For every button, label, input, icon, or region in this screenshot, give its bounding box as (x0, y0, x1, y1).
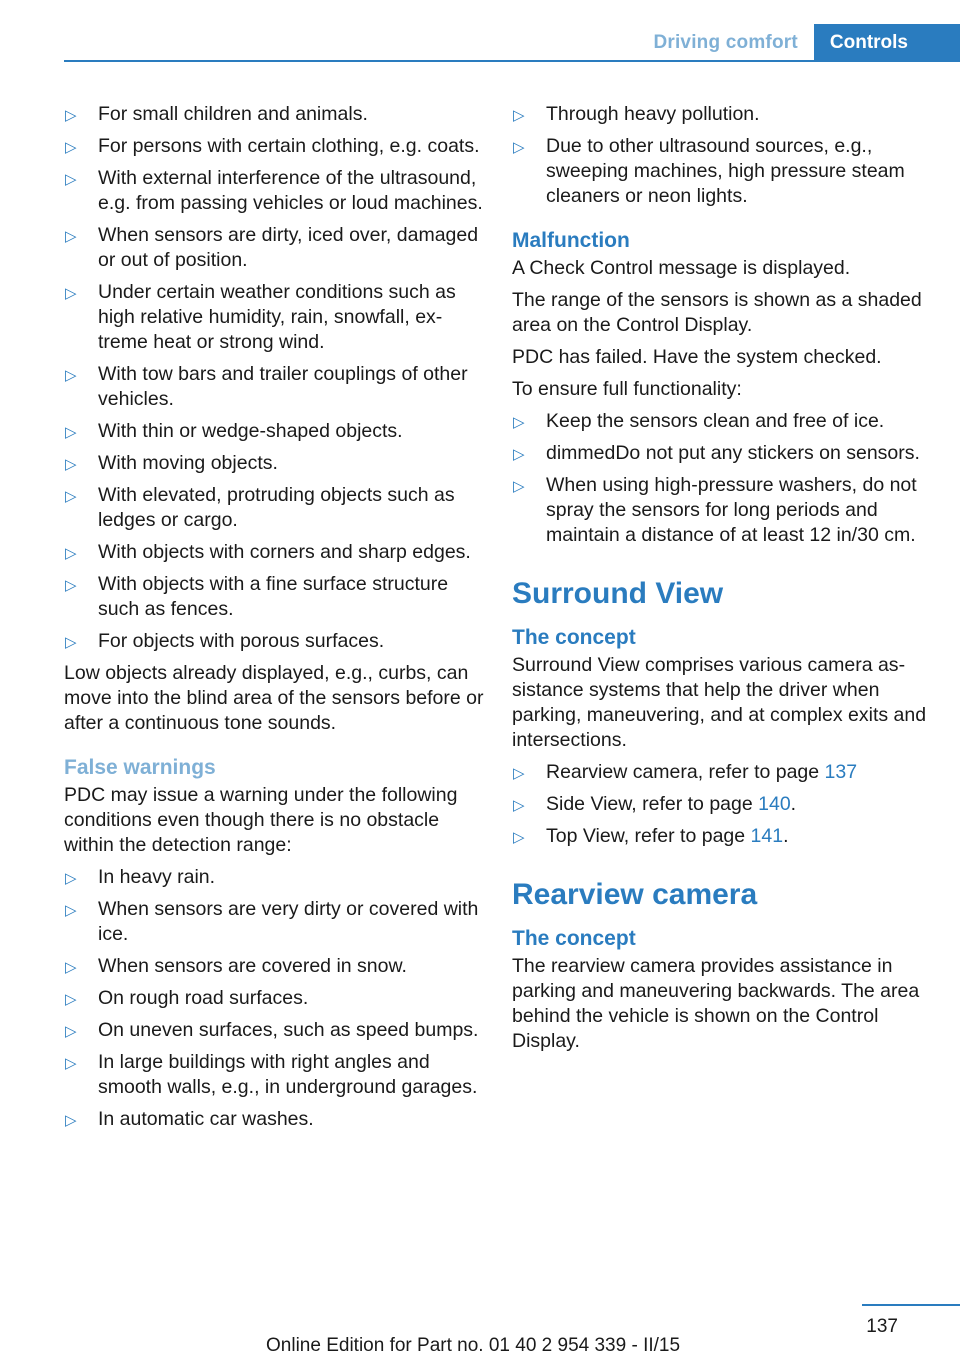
edition-footer: Online Edition for Part no. 01 40 2 954 339 - II/15 (266, 1335, 681, 1356)
sensor-limitations-list (64, 102, 484, 654)
list-item: ▷ When using high-pressure washers, do not spray the sensors for long periods and maintain a distance of at least 12 in/30 cm. (513, 474, 917, 546)
body-paragraph: The rearview camera provides assistance in parking and maneuvering backwards. The area behind the vehicle is shown on the Control Display. (512, 955, 920, 1052)
page-link-rearview[interactable]: 137 (824, 761, 858, 783)
body-paragraph: To ensure full functionality: (512, 378, 742, 400)
triangle-bullet-icon: ▷ (65, 959, 77, 976)
triangle-bullet-icon: ▷ (65, 107, 77, 124)
footer-rule (862, 1304, 960, 1306)
list-item: ▷ On rough road surfaces. (64, 986, 484, 1011)
list-item: ▷ For persons with certain clothing, e.g. coats. (64, 134, 484, 159)
false-warnings-list (64, 865, 484, 1132)
list-item: ▷ On uneven surfaces, such as speed bumps. (64, 1018, 484, 1043)
list-item: ▷ Side View, refer to page 140. (512, 792, 932, 817)
list-item: ▷ With thin or wedge-shaped objects. (64, 419, 484, 444)
triangle-bullet-icon: ▷ (513, 765, 525, 782)
list-item: ▷ With objects with corners and sharp edges. (64, 540, 484, 565)
chapter-heading-rearview-camera: Rearview camera (512, 878, 758, 911)
body-paragraph: PDC has failed. Have the system checked. (512, 346, 882, 368)
section-heading-concept: The concept (512, 927, 636, 950)
triangle-bullet-icon: ▷ (513, 829, 525, 846)
left-column (64, 102, 484, 1139)
list-item: ▷ When sensors are very dirty or covered with ice. (65, 898, 479, 945)
list-item: ▷ In large buildings with right angles and smooth walls, e.g., in underground garages. (65, 1051, 478, 1098)
list-item: ▷ When sensors are dirty, iced over, damaged or out of position. (65, 224, 479, 271)
list-item: ▷ With tow bars and trailer couplings of other vehicles. (65, 363, 468, 410)
list-item: ▷ Through heavy pollution. (512, 102, 932, 127)
section-heading-malfunction: Malfunction (512, 229, 630, 252)
triangle-bullet-icon: ▷ (65, 488, 77, 505)
page-link-top-view[interactable]: 141 (750, 825, 784, 847)
list-item: ▷ For objects with porous surfaces. (64, 629, 484, 654)
list-item: ▷ With moving objects. (64, 451, 484, 476)
triangle-bullet-icon: ▷ (65, 171, 77, 188)
list-item: ▷ With external interference of the ultrasound, e.g. from passing vehicles or loud machines. (65, 167, 483, 214)
triangle-bullet-icon: ▷ (65, 902, 77, 919)
triangle-bullet-icon: ▷ (65, 1112, 77, 1129)
section-heading-concept: The concept (512, 626, 636, 649)
triangle-bullet-icon: ▷ (65, 1023, 77, 1040)
list-item: ▷ Keep the sensors clean and free of ice. (512, 409, 932, 434)
surround-view-list (512, 760, 932, 849)
triangle-bullet-icon: ▷ (65, 424, 77, 441)
triangle-bullet-icon: ▷ (513, 139, 525, 156)
triangle-bullet-icon: ▷ (513, 478, 525, 495)
triangle-bullet-icon: ▷ (513, 446, 525, 463)
triangle-bullet-icon: ▷ (65, 577, 77, 594)
triangle-bullet-icon: ▷ (65, 870, 77, 887)
sensor-limitations-list-continued (512, 102, 932, 209)
page-number: 137 (866, 1316, 898, 1337)
list-item: ▷ Top View, refer to page 141. (512, 824, 932, 849)
header-section-title: Driving comfort (653, 32, 798, 53)
triangle-bullet-icon: ▷ (513, 414, 525, 431)
list-item: ▷ Under certain weather conditions such as high relative humidity, rain, snowfall, extreme heat or strong wind. (65, 281, 456, 353)
body-paragraph: The range of the sensors is shown as a shaded area on the Control Display. (512, 289, 922, 336)
list-item: ▷ Rearview camera, refer to page 137 (512, 760, 932, 785)
page-link-side-view[interactable]: 140 (758, 793, 791, 815)
list-item: ▷ In heavy rain. (64, 865, 484, 890)
list-item: ▷ When sensors are covered in snow. (64, 954, 484, 979)
chapter-heading-surround-view: Surround View (512, 577, 724, 610)
section-heading-false-warnings: False warnings (64, 756, 216, 779)
triangle-bullet-icon: ▷ (65, 367, 77, 384)
body-paragraph: A Check Control message is displayed. (512, 257, 851, 279)
functionality-list (512, 409, 932, 548)
list-item: ▷ With objects with a fine surface structure such as fences. (65, 573, 449, 620)
triangle-bullet-icon: ▷ (65, 139, 77, 156)
header-rule (64, 60, 960, 62)
list-item: ▷ In automatic car washes. (64, 1107, 484, 1132)
triangle-bullet-icon: ▷ (65, 634, 77, 651)
list-item: ▷ dimmedDo not put any stickers on sensors. (512, 441, 932, 466)
page-header (653, 24, 960, 62)
triangle-bullet-icon: ▷ (65, 456, 77, 473)
triangle-bullet-icon: ▷ (65, 1055, 77, 1072)
list-item: ▷ For small children and animals. (64, 102, 484, 127)
body-paragraph: Low objects already displayed, e.g., curbs, can move into the blind area of the sensors before or after a continuous tone sounds. (64, 662, 484, 734)
list-item: ▷ Due to other ultrasound sources, e.g., sweeping machines, high pressure steam cleaners or neon lights. (513, 135, 905, 207)
header-chapter-tab: Controls (814, 24, 960, 62)
body-paragraph: PDC may issue a warning under the following conditions even though there is no obstacle within the detection range: (64, 784, 458, 856)
triangle-bullet-icon: ▷ (65, 991, 77, 1008)
triangle-bullet-icon: ▷ (513, 107, 525, 124)
triangle-bullet-icon: ▷ (513, 797, 525, 814)
triangle-bullet-icon: ▷ (65, 228, 77, 245)
body-paragraph: Surround View comprises various camera assistance systems that help the driver when parking, maneuvering, and at complex exits and intersections. (512, 654, 927, 751)
triangle-bullet-icon: ▷ (65, 545, 77, 562)
triangle-bullet-icon: ▷ (65, 285, 77, 302)
right-column (512, 102, 932, 1061)
list-item: ▷ With elevated, protruding objects such as ledges or cargo. (65, 484, 455, 531)
